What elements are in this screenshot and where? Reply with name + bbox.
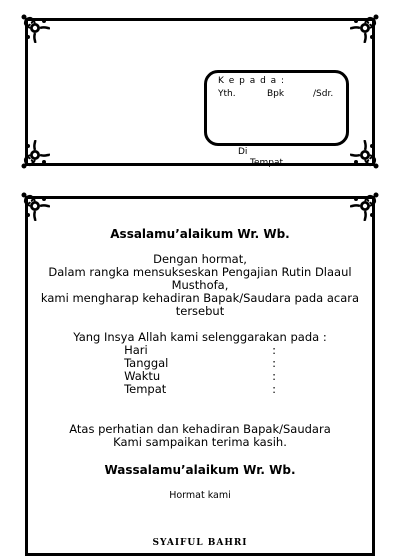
respect-text: Hormat kami: [169, 490, 231, 501]
intro-line: Musthofa,: [171, 278, 229, 292]
schedule-colon: :: [272, 343, 276, 357]
intro-line: kami mengharap kehadiran Bapak/Saudara pada acara: [40, 291, 360, 305]
bpk-label: Bpk: [267, 89, 285, 99]
sdr-label: /Sdr.: [313, 89, 334, 99]
tempat-label: Tempat: [250, 158, 284, 168]
greeting: Dengan hormat,: [153, 252, 247, 266]
schedule-label: Tempat: [124, 382, 167, 396]
schedule-label: Tanggal: [124, 356, 169, 370]
schedule-colon: :: [272, 382, 276, 396]
closing-line: Atas perhatian dan kehadiran Bapak/Saudara: [69, 422, 331, 436]
kepada-label: K e p a d a :: [218, 76, 286, 86]
di-label: Di: [238, 147, 248, 157]
schedule-list: [124, 344, 276, 396]
ornament-corner-icon: [350, 13, 380, 43]
schedule-colon: :: [272, 369, 276, 383]
farewell-salam: Wassalamu’alaikum Wr. Wb.: [104, 463, 296, 477]
schedule-label: Waktu: [124, 369, 161, 383]
schedule-row: [124, 383, 276, 396]
closing-line: Kami sampaikan terima kasih.: [113, 435, 287, 449]
intro-line: tersebut: [175, 304, 225, 318]
schedule-intro: Yang Insya Allah kami selenggarakan pada :: [73, 330, 327, 344]
opening-salam: Assalamu’alaikum Wr. Wb.: [110, 227, 290, 241]
ornament-corner-icon: [20, 140, 50, 170]
intro-line: Dalam rangka mensukseskan Pengajian Rutin Dlaaul: [48, 265, 352, 279]
signatory-name: SYAIFUL BAHRI: [152, 538, 248, 548]
schedule-label: Hari: [124, 343, 148, 357]
schedule-colon: :: [272, 356, 276, 370]
yth-label: Yth.: [218, 89, 236, 99]
letter-body: [28, 200, 372, 550]
ornament-corner-icon: [20, 13, 50, 43]
ornament-corner-icon: [350, 140, 380, 170]
